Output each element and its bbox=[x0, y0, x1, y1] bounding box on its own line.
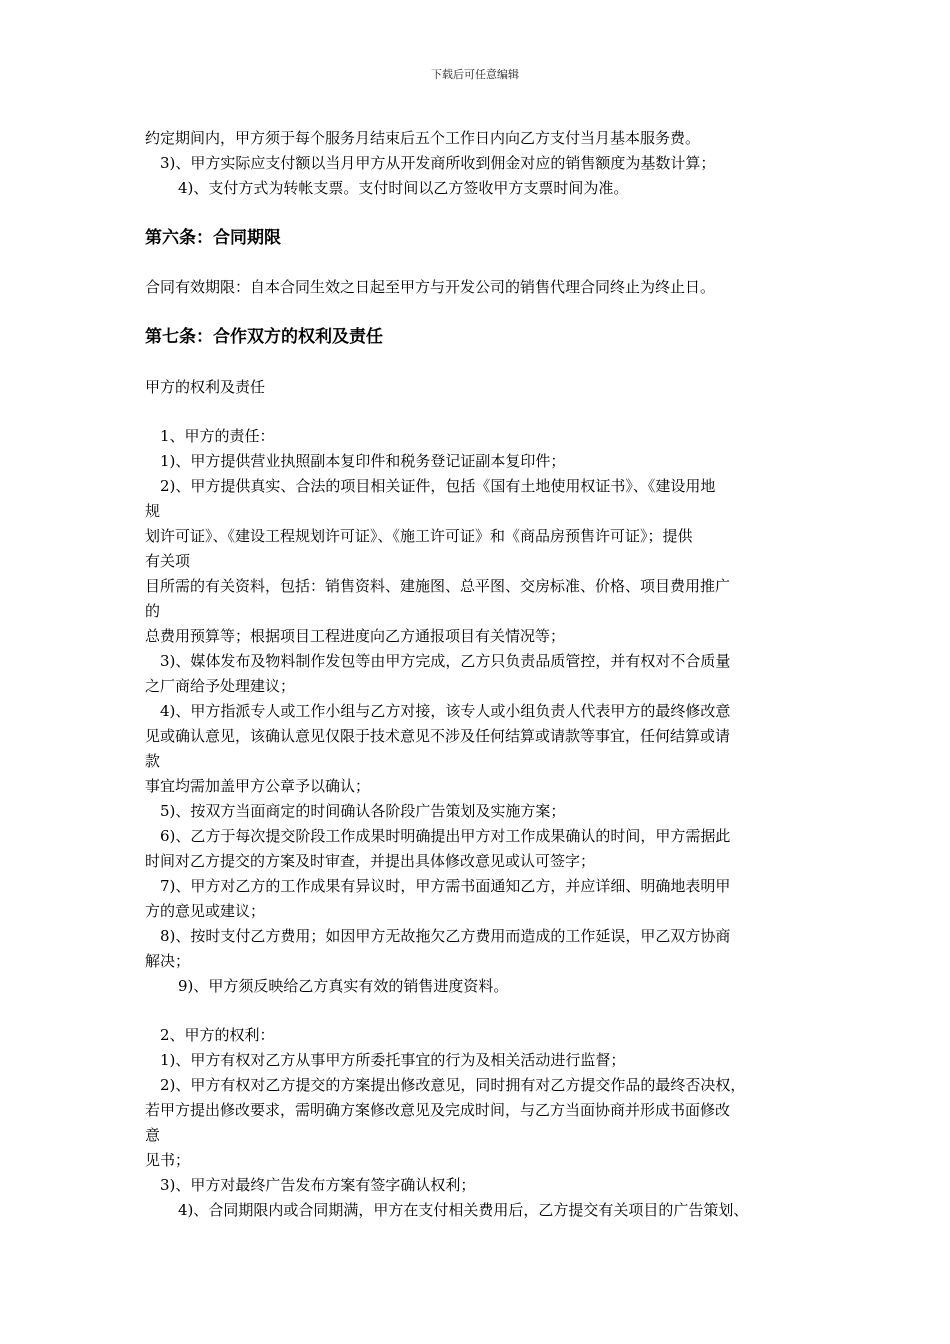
list-item-continued: 划许可证》、《建设工程规划许可证》、《施工许可证》和《商品房预售许可证》；提供 bbox=[145, 527, 693, 545]
list-item: 4)、合同期限内或合同期满，甲方在支付相关费用后，乙方提交有关项目的广告策划、 bbox=[178, 1201, 749, 1219]
paragraph-line: 4)、支付方式为转帐支票。支付时间以乙方签收甲方支票时间为准。 bbox=[178, 179, 629, 197]
list-item-continued: 事宜均需加盖甲方公章予以确认； bbox=[145, 777, 371, 795]
list-item: 2)、甲方有权对乙方提交的方案提出修改意见，同时拥有对乙方提交作品的最终否决权， bbox=[160, 1076, 746, 1094]
section-heading-article-6: 第六条：合同期限 bbox=[145, 228, 281, 248]
list-item: 4)、甲方指派专人或工作小组与乙方对接，该专人或小组负责人代表甲方的最终修改意 bbox=[160, 702, 731, 720]
list-item-continued: 解决； bbox=[145, 952, 191, 970]
list-item-continued: 见或确认意见，该确认意见仅限于技术意见不涉及任何结算或请款等事宜，任何结算或请 bbox=[145, 727, 731, 745]
list-item: 8)、按时支付乙方费用；如因甲方无故拖欠乙方费用而造成的工作延误，甲乙双方协商 bbox=[160, 927, 731, 945]
list-item-continued: 总费用预算等；根据项目工程进度向乙方通报项目有关情况等； bbox=[145, 627, 566, 645]
list-item: 1)、甲方有权对乙方从事甲方所委托事宜的行为及相关活动进行监督； bbox=[160, 1051, 626, 1069]
section-heading-article-7: 第七条：合作双方的权利及责任 bbox=[145, 327, 383, 347]
paragraph-line: 约定期间内，甲方须于每个服务月结束后五个工作日内向乙方支付当月基本服务费。 bbox=[145, 129, 701, 147]
list-item-continued: 见书； bbox=[145, 1151, 191, 1169]
list-item: 5)、按双方当面商定的时间确认各阶段广告策划及实施方案； bbox=[160, 802, 566, 820]
list-item: 6)、乙方于每次提交阶段工作成果时明确提出甲方对工作成果确认的时间，甲方需据此 bbox=[160, 827, 731, 845]
list-heading: 2、甲方的权利： bbox=[160, 1026, 275, 1044]
subsection-title: 甲方的权利及责任 bbox=[145, 378, 266, 396]
list-item-continued: 时间对乙方提交的方案及时审查，并提出具体修改意见或认可签字； bbox=[145, 852, 596, 870]
list-item: 7)、甲方对乙方的工作成果有异议时，甲方需书面通知乙方，并应详细、明确地表明甲 bbox=[160, 877, 731, 895]
page-header: 下载后可任意编辑 bbox=[431, 68, 519, 81]
list-item-continued: 意 bbox=[145, 1126, 161, 1144]
list-item-continued: 之厂商给予处理建议； bbox=[145, 677, 296, 695]
list-heading: 1、甲方的责任： bbox=[160, 427, 275, 445]
list-item: 9)、甲方须反映给乙方真实有效的销售进度资料。 bbox=[178, 977, 509, 995]
paragraph-line: 3)、甲方实际应支付额以当月甲方从开发商所收到佣金对应的销售额度为基数计算； bbox=[160, 154, 716, 172]
list-item-continued: 有关项 bbox=[145, 552, 191, 570]
paragraph-line: 合同有效期限：自本合同生效之日起至甲方与开发公司的销售代理合同终止为终止日。 bbox=[145, 278, 716, 296]
list-item: 3)、媒体发布及物料制作发包等由甲方完成，乙方只负责品质管控，并有权对不合质量 bbox=[160, 652, 731, 670]
list-item-continued: 目所需的有关资料，包括：销售资料、建施图、总平图、交房标准、价格、项目费用推广 bbox=[145, 577, 731, 595]
list-item-continued: 的 bbox=[145, 602, 161, 620]
list-item-continued: 款 bbox=[145, 752, 161, 770]
list-item-continued: 若甲方提出修改要求，需明确方案修改意见及完成时间，与乙方当面协商并形成书面修改 bbox=[145, 1101, 731, 1119]
list-item-continued: 方的意见或建议； bbox=[145, 902, 266, 920]
list-item: 1)、甲方提供营业执照副本复印件和税务登记证副本复印件； bbox=[160, 452, 566, 470]
list-item: 3)、甲方对最终广告发布方案有签字确认权利； bbox=[160, 1176, 476, 1194]
list-item: 2)、甲方提供真实、合法的项目相关证件，包括《国有土地使用权证书》、《建设用地 bbox=[160, 477, 716, 495]
list-item-continued: 规 bbox=[145, 502, 161, 520]
